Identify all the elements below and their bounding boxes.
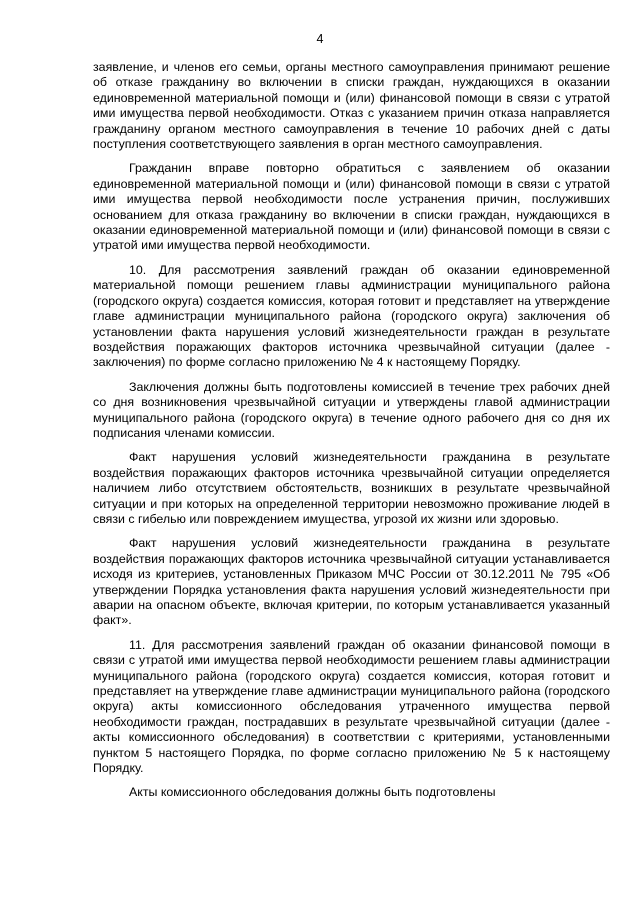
paragraph-continuation: заявление, и членов его семьи, органы местного самоуправления принимают решение об отказе гражданину во включении в списки граждан, нуждающихся в оказании единовременной материальной помощи и (или) финансовой помощи в связи с утратой ими имущества первой необходимости. Отказ с указанием причин отказа направляется гражданину органом местного самоуправления в течение 10 рабочих дней с даты поступления соответствующего заявления в орган местного самоуправления. <box>93 60 610 152</box>
paragraph-clause-10: 10. Для рассмотрения заявлений граждан об оказании единовременной материальной помощи решением главы администрации муниципального района (городского округа) создается комиссия, которая готовит и представляет на утверждение главе администрации муниципального района (городского округа) заключения об установлении факта нарушения условий жизнедеятельности граждан в результате воздействия поражающих факторов источника чрезвычайной ситуации (далее - заключения) по форме согласно приложению № 4 к настоящему Порядку. <box>93 262 610 370</box>
paragraph-repeat-application: Гражданин вправе повторно обратиться с заявлением об оказании единовременной материальной помощи и (или) финансовой помощи в связи с утратой ими имущества первой необходимости после устранения причин, послуживших основанием для отказа гражданину во включении в списки граждан, нуждающихся в оказании единовременной материальной помощи и (или) финансовой помощи в связи с утратой ими имущества первой необходимости. <box>93 161 610 253</box>
paragraph-clause-11: 11. Для рассмотрения заявлений граждан об оказании финансовой помощи в связи с утратой ими имущества первой необходимости решением главы администрации муниципального района (городского округа) создается комиссия, которая готовит и представляет на утверждение главе администрации муниципального района (городского округа) акты комиссионного обследования утраченного имущества первой необходимости граждан, пострадавших в результате чрезвычайной ситуации (далее - акты комиссионного обследования) в соответствии с критериями, установленными пунктом 5 настоящего Порядка, по форме согласно приложению № 5 к настоящему Порядку. <box>93 637 610 776</box>
page-number: 4 <box>316 32 324 46</box>
paragraph-inspection-acts: Акты комиссионного обследования должны быть подготовлены <box>129 785 496 800</box>
paragraph-violation-fact-definition: Факт нарушения условий жизнедеятельности гражданина в результате воздействия поражающих факторов источника чрезвычайной ситуации определяется наличием либо отсутствием обстоятельств, возникших в результате чрезвычайной ситуации и при которых на определенной территории невозможно проживание людей в связи с гибелью или повреждением имущества, угрозой их жизни или здоровью. <box>93 450 610 526</box>
paragraph-conclusions-deadline: Заключения должны быть подготовлены комиссией в течение трех рабочих дней со дня возникновения чрезвычайной ситуации и утверждены главой администрации муниципального района (городского округа) в течение одного рабочего дня со дня их подписания членами комиссии. <box>93 379 610 440</box>
document-body <box>93 60 610 801</box>
paragraph-violation-fact-criteria: Факт нарушения условий жизнедеятельности гражданина в результате воздействия поражающих факторов источника чрезвычайной ситуации устанавливается исходя из критериев, установленных Приказом МЧС России от 30.12.2011 № 795 «Об утверждении Порядка установления факта нарушения условий жизнедеятельности при аварии на опасном объекте, включая критерии, по которым устанавливается указанный факт». <box>93 536 610 628</box>
